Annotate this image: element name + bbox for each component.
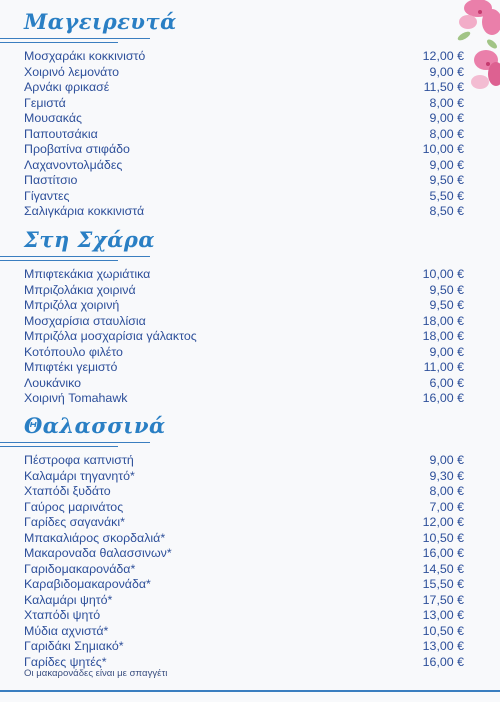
item-price: 18,00 € [422, 313, 464, 328]
item-price: 9,00 € [429, 344, 464, 359]
item-name: Καλαμάρι τηγανητό* [24, 468, 135, 483]
menu-item [24, 204, 464, 220]
item-name: Μοσχαράκι κοκκινιστό [24, 49, 146, 63]
item-name: Μοσχαρίσια σταυλίσια [24, 313, 146, 328]
menu-item [24, 80, 464, 96]
item-name: Μακαροναδα θαλασσινων* [24, 546, 172, 560]
menu-item [24, 531, 464, 547]
menu-item [24, 608, 464, 624]
item-price: 10,00 € [422, 267, 464, 281]
menu-item [24, 49, 464, 65]
item-name: Μουσακάς [24, 111, 82, 125]
menu-item [24, 484, 464, 500]
menu-item [24, 453, 464, 469]
item-name: Γαριδομακαρονάδα* [24, 561, 136, 576]
menu-item [24, 624, 464, 640]
menu-item [24, 593, 464, 609]
item-price: 8,00 € [429, 484, 464, 498]
item-price: 9,00 € [429, 157, 464, 172]
section-title: Στη Σχάρα [24, 227, 156, 252]
item-name: Πέστροφα καπνιστή [24, 453, 134, 467]
menu-item [24, 96, 464, 112]
item-name: Κοτόπουλο φιλέτο [24, 344, 123, 359]
menu-item [24, 469, 464, 485]
item-name: Μπριζόλα χοιρινή [24, 298, 120, 312]
item-name: Χταπόδι ξυδάτο [24, 484, 111, 498]
menu-item [24, 283, 464, 299]
item-name: Χοιρινό λεμονάτο [24, 64, 119, 79]
item-name: Γαρίδες ψητές* [24, 654, 107, 669]
item-price: 12,00 € [422, 515, 464, 529]
item-price: 14,50 € [422, 561, 464, 576]
item-name: Λαχανοντολμάδες [24, 157, 123, 172]
item-price: 9,30 € [429, 468, 464, 483]
section-title: Μαγειρευτά [24, 9, 177, 34]
item-price: 11,50 € [423, 80, 464, 94]
menu-list [24, 267, 464, 407]
item-price: 9,00 € [429, 64, 464, 79]
item-price: 9,00 € [429, 453, 464, 467]
item-name: Μπιφτεκάκια χωριάτικα [24, 267, 151, 281]
menu-item [24, 577, 464, 593]
item-price: 17,50 € [422, 592, 464, 607]
item-price: 8,50 € [429, 204, 464, 218]
section-mageirefta [24, 10, 464, 220]
menu-item [24, 345, 464, 361]
item-price: 10,50 € [422, 623, 464, 638]
item-name: Χταπόδι ψητό [24, 608, 101, 622]
item-price: 11,00 € [423, 360, 464, 374]
menu-item [24, 314, 464, 330]
menu-list [24, 49, 464, 220]
item-price: 9,50 € [429, 282, 464, 297]
item-name: Γεμιστά [24, 95, 66, 110]
menu-item [24, 500, 464, 516]
menu-item [24, 267, 464, 283]
item-price: 16,00 € [422, 546, 464, 560]
item-price: 8,00 € [429, 95, 464, 110]
item-name: Μπριζόλα μοσχαρίσια γάλακτος [24, 329, 197, 343]
item-price: 16,00 € [422, 391, 464, 405]
item-price: 9,50 € [429, 298, 464, 312]
item-name: Καλαμάρι ψητό* [24, 592, 113, 607]
menu-item [24, 515, 464, 531]
section-divider [24, 256, 464, 262]
item-name: Γαρίδες σαγανάκι* [24, 515, 125, 529]
menu-item [24, 562, 464, 578]
menu-item [24, 546, 464, 562]
item-price: 15,50 € [422, 577, 464, 591]
item-name: Γαύρος μαρινάτος [24, 499, 124, 514]
item-price: 7,00 € [429, 499, 464, 514]
menu-item [24, 173, 464, 189]
item-name: Παστίτσιο [24, 173, 78, 187]
item-price: 10,50 € [422, 530, 464, 545]
item-name: Προβατίνα στιφάδο [24, 142, 130, 156]
item-name: Σαλιγκάρια κοκκινιστά [24, 204, 145, 218]
item-name: Λουκάνικο [24, 375, 82, 390]
item-price: 5,50 € [429, 188, 464, 203]
item-name: Γαριδάκι Σημιακό* [24, 639, 124, 653]
item-name: Μπριζολάκια χοιρινά [24, 282, 136, 297]
section-sti-schara [24, 228, 464, 407]
item-name: Γίγαντες [24, 188, 70, 203]
menu-item [24, 127, 464, 143]
menu-item [24, 142, 464, 158]
item-price: 18,00 € [422, 329, 464, 343]
menu-item [24, 111, 464, 127]
item-price: 13,00 € [422, 608, 464, 622]
item-price: 8,00 € [429, 126, 464, 141]
menu-item [24, 329, 464, 345]
section-divider [24, 38, 464, 44]
menu-item [24, 639, 464, 655]
item-price: 10,00 € [422, 142, 464, 156]
section-divider [24, 442, 464, 448]
item-name: Χοιρινή Tomahawk [24, 391, 128, 405]
item-price: 12,00 € [422, 49, 464, 63]
section-title: Θαλασσινά [24, 413, 166, 438]
item-name: Αρνάκι φρικασέ [24, 80, 110, 94]
menu-item [24, 376, 464, 392]
menu-item [24, 298, 464, 314]
menu-item [24, 391, 464, 407]
item-price: 9,50 € [429, 173, 464, 187]
item-price: 13,00 € [422, 639, 464, 653]
item-name: Μπακαλιάρος σκορδαλιά* [24, 530, 166, 545]
item-price: 6,00 € [429, 375, 464, 390]
footnote: Οι μακαρονάδες είναι με σπαγγέτι [24, 668, 168, 679]
menu-item [24, 158, 464, 174]
section-thalassina [24, 414, 464, 670]
item-price: 16,00 € [422, 654, 464, 669]
menu-item [24, 189, 464, 205]
item-price: 9,00 € [429, 111, 464, 125]
item-name: Καραβιδομακαρονάδα* [24, 577, 151, 591]
bottom-divider [0, 690, 500, 692]
menu-item [24, 360, 464, 376]
item-name: Παπουτσάκια [24, 126, 98, 141]
item-name: Μύδια αχνιστά* [24, 623, 109, 638]
item-name: Μπιφτέκι γεμιστό [24, 360, 118, 374]
menu-item [24, 65, 464, 81]
menu-list [24, 453, 464, 670]
